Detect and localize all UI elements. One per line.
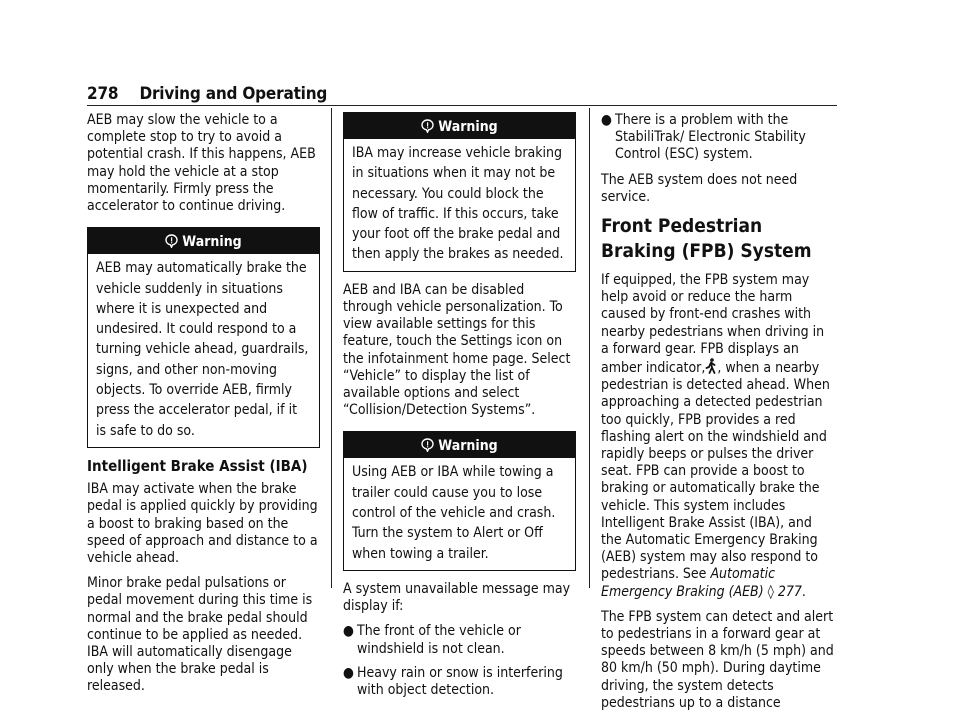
paragraph-end: .	[801, 583, 806, 600]
warning-title-bar	[344, 432, 575, 458]
list-item	[343, 665, 576, 699]
page-ref-number: 277	[777, 583, 802, 600]
column-3	[601, 112, 834, 720]
paragraph: IBA may activate when the brake pedal is applied quickly by providing a boost to braking based on the speed of approach and distance to a vehicle ahead.	[87, 481, 318, 566]
column-divider-1	[331, 108, 332, 588]
column-2	[343, 100, 576, 707]
page-ref-icon: ◊	[767, 583, 774, 600]
warning-body: Using AEB or IBA while towing a trailer could cause you to lose control of the vehicle and crash. Turn the system to Alert or Off when towing a trailer.	[352, 464, 556, 562]
list-item-text: There is a problem with the StabiliTrak/ Electronic Stability Control (ESC) system.	[615, 112, 806, 163]
bullet: ●	[343, 623, 354, 640]
list-item-text: Heavy rain or snow is interfering with object detection.	[357, 664, 563, 698]
warning-body: IBA may increase vehicle braking in situations when it may not be necessary. You could block the flow of traffic. If this occurs, take your foot off the brake pedal and then apply the brakes as needed.	[352, 145, 564, 263]
bullet-list	[343, 623, 576, 699]
list-item-text: The front of the vehicle or windshield is not clean.	[357, 623, 521, 657]
page-header	[87, 84, 327, 104]
pedestrian-icon	[705, 358, 717, 374]
paragraph: A system unavailable message may display if:	[343, 580, 571, 615]
cross-reference-title: Automatic Emergency Braking (AEB)	[601, 566, 776, 600]
paragraph-text: , when a nearby pedestrian is detected ahead. When approaching a detected pedestrian too quickly, FPB provides a red flashing alert on the windshield and rapidly beeps or pulses the driver seat. FPB can provide a boost to braking or automatically brake the vehicle. This system includes Intelligent Brake Assist (IBA), and the Automatic Emergency Braking (AEB) system may also respond to pedestrians. See	[601, 360, 830, 583]
list-item	[601, 112, 834, 164]
warning-box	[343, 431, 576, 570]
list-item	[343, 623, 576, 657]
warning-title-bar	[344, 113, 575, 139]
section-heading: Front Pedestrian Braking (FPB) System	[601, 215, 812, 263]
bullet: ●	[601, 112, 612, 128]
section-title: Driving and Operating	[139, 84, 328, 104]
warning-title-bar	[88, 228, 319, 254]
warning-box	[87, 227, 320, 448]
column-divider-2	[589, 108, 590, 588]
page-number: 278	[87, 84, 119, 104]
bullet: ●	[343, 664, 354, 681]
column-1	[87, 112, 320, 704]
paragraph: Minor brake pedal pulsations or pedal movement during this time is normal and the brake pedal should continue to be applied as needed. IBA will automatically disengage only when the brake pedal is released.	[87, 575, 313, 695]
warning-title: Warning	[182, 234, 242, 251]
paragraph: The AEB system does not need service.	[601, 171, 798, 205]
paragraph	[601, 272, 834, 601]
warning-icon	[165, 234, 178, 248]
warning-title: Warning	[438, 119, 498, 135]
section-heading: Intelligent Brake Assist (IBA)	[87, 456, 308, 475]
warning-box	[343, 112, 576, 272]
paragraph-text: If equipped, the FPB system may help avoid or reduce the harm caused by front-end crashes with nearby pedestrians when driving in a forward gear. FPB displays an amber indicator,	[601, 272, 825, 377]
paragraph: AEB and IBA can be disabled through vehicle personalization. To view available settings for this feature, touch the Settings icon on the infotainment home page. Select “Vehicle” to display the list of available options and select “Collision/Detection Systems”.	[343, 281, 571, 419]
warning-title: Warning	[438, 438, 498, 455]
warning-body: AEB may automatically brake the vehicle suddenly in situations where it is unexpected and undesired. It could respond to a turning vehicle ahead, guardrails, signs, and other non-moving objects. To override AEB, firmly press the accelerator pedal, if it is safe to do so.	[96, 260, 309, 439]
warning-icon	[421, 119, 434, 133]
warning-icon	[421, 438, 434, 452]
paragraph: AEB may slow the vehicle to a complete stop to try to avoid a potential crash. If this happens, AEB may hold the vehicle at a stop momentarily. Firmly press the accelerator to continue driving.	[87, 112, 316, 215]
paragraph: The FPB system can detect and alert to pedestrians in a forward gear at speeds between 8 km/h (5 mph) and 80 km/h (50 mph). During daytime driving, the system detects pedestrians up to a distance	[601, 608, 834, 711]
bullet-list	[601, 112, 834, 164]
